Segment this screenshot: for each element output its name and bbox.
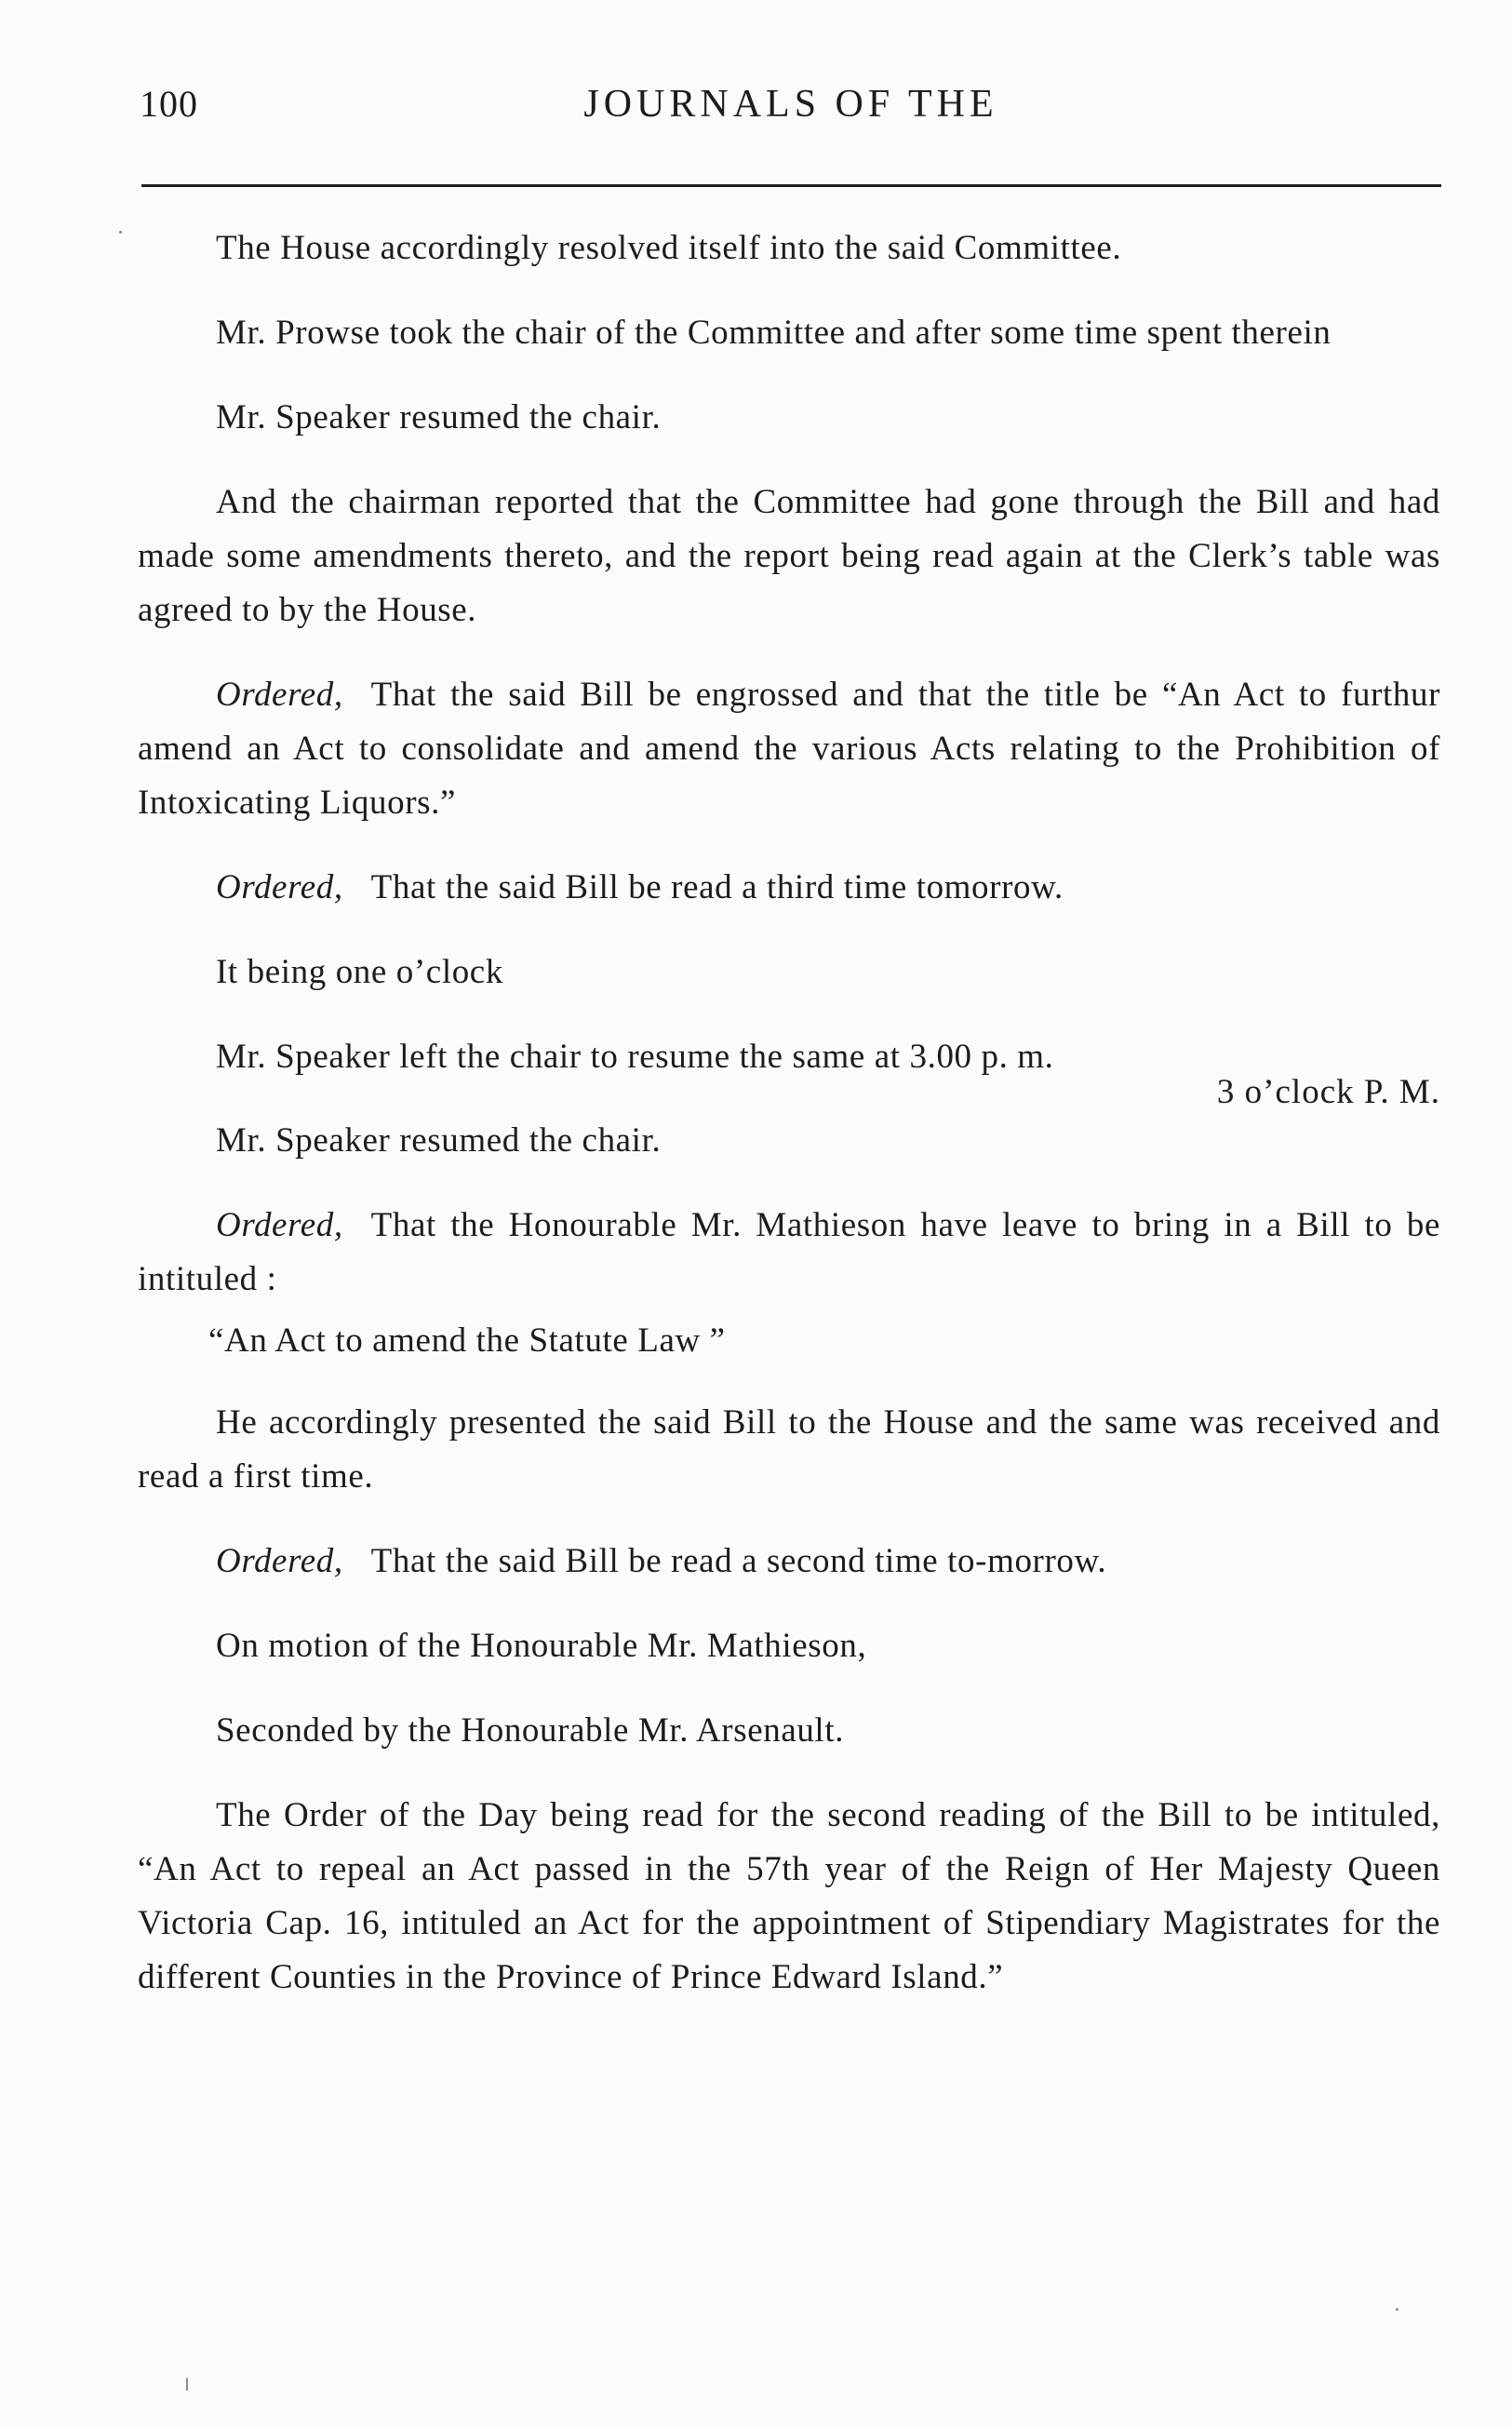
ordered-paragraph — [138, 1535, 1440, 1589]
ordered-paragraph — [138, 1199, 1440, 1307]
paragraph-text: That the said Bill be read a third time tomorrow. — [370, 868, 1064, 906]
paragraph: Mr. Speaker left the chair to resume the same at 3.00 p. m. — [216, 1038, 1054, 1076]
paragraph: The House accordingly resolved itself into the said Committee. — [216, 229, 1122, 267]
paragraph-text: That the said Bill be engrossed and that the title be “An Act to furthur amend an Act to consolidate and amend the various Acts relating to the Prohibition of Intoxicating Liquors.” — [138, 676, 1440, 822]
bill-title-quote: “An Act to amend the Statute Law ” — [208, 1321, 726, 1360]
paragraph: The Order of the Day being read for the second reading of the Bill to be intituled, “An Act to repeal an Act passed in the 57th year of the Reign of Her Majesty Queen Victoria Cap. 16, intituled an Act for the appointment of Stipendiary Magistrates for the different Counties in the Province of Prince Edward Island.” — [138, 1796, 1440, 1996]
ordered-label: Ordered, — [216, 1206, 343, 1244]
time-marker: 3 o’clock P. M. — [1216, 1073, 1440, 1111]
paper-speck — [186, 2378, 188, 2391]
paragraph: Mr. Prowse took the chair of the Committee and after some time spent therein — [216, 314, 1331, 352]
ordered-label: Ordered, — [216, 676, 343, 714]
paper-speck — [1396, 2308, 1398, 2311]
ordered-label: Ordered, — [216, 1542, 343, 1580]
paragraph: He accordingly presented the said Bill to the House and the same was received and read a first time. — [138, 1403, 1440, 1496]
running-title: JOURNALS OF THE — [583, 83, 998, 126]
paragraph: Seconded by the Honourable Mr. Arsenault. — [216, 1711, 845, 1750]
paragraph: And the chairman reported that the Committee had gone through the Bill and had made some amendments thereto, and the report being read again at the Clerk’s table was agreed to by the House. — [138, 483, 1440, 629]
ordered-label: Ordered, — [216, 868, 343, 906]
page-body — [138, 221, 1440, 2035]
paragraph: On motion of the Honourable Mr. Mathieson, — [216, 1627, 867, 1665]
paragraph: Mr. Speaker resumed the chair. — [216, 1121, 662, 1160]
page-header — [140, 82, 1442, 138]
ordered-paragraph — [138, 668, 1440, 830]
paragraph: Mr. Speaker resumed the chair. — [216, 398, 662, 436]
ordered-paragraph — [138, 861, 1440, 915]
paragraph-text: That the said Bill be read a second time to-morrow. — [370, 1542, 1107, 1580]
paragraph-text: That the Honourable Mr. Mathieson have leave to bring in a Bill to be intituled : — [138, 1206, 1440, 1298]
page-number: 100 — [140, 83, 198, 125]
paragraph: It being one o’clock — [216, 953, 503, 991]
paper-speck — [119, 231, 122, 234]
header-rule — [141, 184, 1441, 187]
